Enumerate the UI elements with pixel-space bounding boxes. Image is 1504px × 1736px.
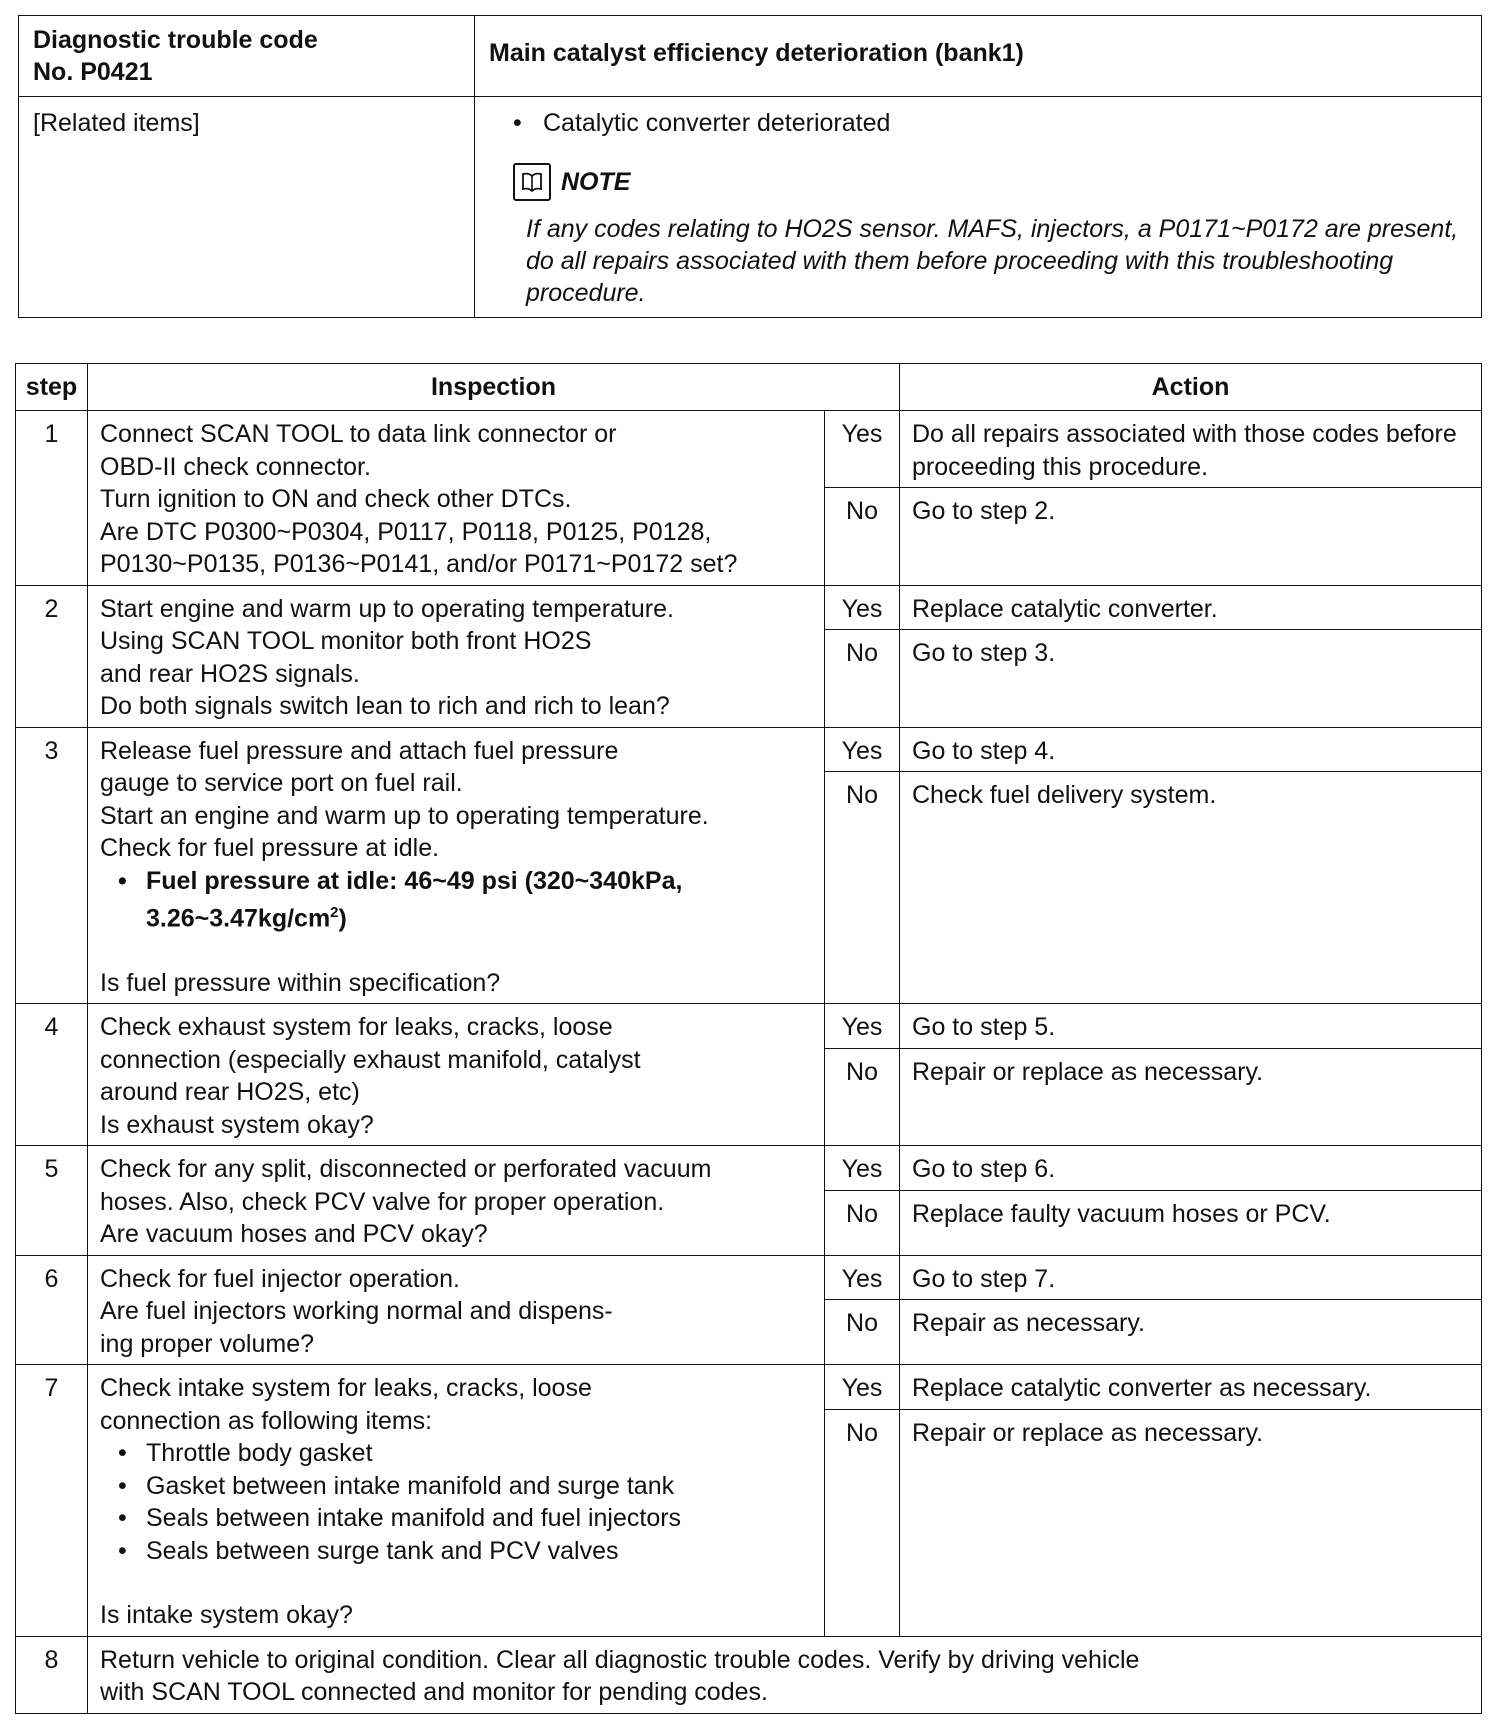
step-number: 8 — [16, 1636, 88, 1713]
related-items-content — [475, 97, 1482, 318]
yes-label: Yes — [825, 1146, 900, 1191]
intake-item-text: Seals between surge tank and PCV valves — [146, 1536, 619, 1565]
inspection-line: around rear HO2S, etc) — [100, 1078, 360, 1107]
step-6-yes-action: Go to step 7. — [900, 1255, 1482, 1300]
yes-label: Yes — [825, 1365, 900, 1410]
dtc-code: No. P0421 — [33, 58, 153, 86]
inspection-line: Are fuel injectors working normal and dispens- — [100, 1297, 613, 1326]
step-number: 7 — [16, 1365, 88, 1637]
step-number: 5 — [16, 1146, 88, 1256]
col-step-header: step — [16, 364, 88, 411]
bullet-icon: • — [118, 1536, 127, 1565]
intake-item — [118, 1437, 812, 1470]
step-3-no-action: Check fuel delivery system. — [900, 772, 1482, 1004]
inspection-line: Check for fuel pressure at idle. — [100, 834, 440, 862]
step-3-inspection — [88, 727, 825, 1004]
yes-label: Yes — [825, 1255, 900, 1300]
step-number: 3 — [16, 727, 88, 1004]
inspection-line: Using SCAN TOOL monitor both front HO2S — [100, 627, 592, 655]
related-item — [513, 107, 1467, 139]
step-3-yes-action: Go to step 4. — [900, 727, 1482, 772]
inspection-line: P0130~P0135, P0136~P0141, and/or P0171~P0172 set? — [100, 550, 738, 578]
no-label: No — [825, 1300, 900, 1365]
inspection-line: hoses. Also, check PCV valve for proper operation. — [100, 1187, 665, 1216]
inspection-line: ing proper volume? — [100, 1329, 315, 1358]
inspection-line: connection (especially exhaust manifold, catalyst — [100, 1045, 641, 1074]
inspection-line: Release fuel pressure and attach fuel pressure — [100, 736, 619, 765]
inspection-line: Return vehicle to original condition. Clear all diagnostic trouble codes. Verify by driving vehicle — [100, 1645, 1140, 1674]
bullet-icon: • — [513, 109, 522, 137]
step-number: 2 — [16, 585, 88, 727]
intake-item — [118, 1470, 812, 1503]
inspection-line: Are vacuum hoses and PCV okay? — [100, 1220, 488, 1249]
spec-close: ) — [338, 904, 347, 933]
inspection-question: Is intake system okay? — [100, 1601, 353, 1630]
dtc-label-line1: Diagnostic trouble code — [33, 26, 318, 54]
inspection-line: OBD-II check connector. — [100, 452, 371, 481]
step-4-no-action: Repair or replace as necessary. — [900, 1048, 1482, 1146]
table-header-row — [16, 364, 1482, 411]
step-6-inspection — [88, 1255, 825, 1365]
spec-line-1: Fuel pressure at idle: 46~49 psi (320~340kPa, — [146, 866, 683, 895]
step-1-no-action: Go to step 2. — [900, 488, 1482, 586]
inspection-line: Check exhaust system for leaks, cracks, loose — [100, 1013, 613, 1042]
procedure-table — [15, 363, 1482, 1714]
inspection-line: gauge to service port on fuel rail. — [100, 769, 463, 797]
dtc-title: Main catalyst efficiency deterioration (bank1) — [475, 16, 1482, 97]
step-1-inspection — [88, 411, 825, 586]
col-inspection-header: Inspection — [88, 364, 900, 411]
step-6-no-action: Repair as necessary. — [900, 1300, 1482, 1365]
inspection-question: Is fuel pressure within specification? — [100, 968, 501, 997]
step-4-row — [16, 1004, 1482, 1049]
inspection-line: Is exhaust system okay? — [100, 1110, 374, 1139]
step-3-row — [16, 727, 1482, 772]
dtc-header-table — [18, 15, 1482, 318]
yes-label: Yes — [825, 727, 900, 772]
dtc-label — [19, 16, 475, 97]
bullet-icon: • — [118, 866, 127, 895]
intake-item — [118, 1535, 812, 1568]
related-item-text: Catalytic converter deteriorated — [543, 109, 891, 137]
note-book-icon — [513, 163, 551, 201]
no-label: No — [825, 1190, 900, 1255]
step-number: 6 — [16, 1255, 88, 1365]
step-4-yes-action: Go to step 5. — [900, 1004, 1482, 1049]
yes-label: Yes — [825, 411, 900, 488]
inspection-line: Check for fuel injector operation. — [100, 1264, 460, 1293]
spec-line-2: 3.26~3.47kg/cm — [146, 904, 331, 933]
intake-item — [118, 1502, 812, 1535]
step-7-inspection — [88, 1365, 825, 1637]
inspection-line: Do both signals switch lean to rich and rich to lean? — [100, 692, 670, 720]
step-4-inspection — [88, 1004, 825, 1146]
inspection-line: Start engine and warm up to operating temperature. — [100, 594, 674, 623]
step-2-inspection — [88, 585, 825, 727]
yes-label: Yes — [825, 1004, 900, 1049]
no-label: No — [825, 1048, 900, 1146]
inspection-line: Check intake system for leaks, cracks, loose — [100, 1374, 592, 1403]
step-6-row — [16, 1255, 1482, 1300]
step-5-yes-action: Go to step 6. — [900, 1146, 1482, 1191]
no-label: No — [825, 488, 900, 586]
inspection-line: connection as following items: — [100, 1406, 433, 1435]
fuel-pressure-spec — [118, 865, 812, 935]
related-items-label: [Related items] — [19, 97, 475, 318]
col-action-header: Action — [900, 364, 1482, 411]
step-7-no-action: Repair or replace as necessary. — [900, 1409, 1482, 1636]
step-8-row — [16, 1636, 1482, 1713]
step-7-row — [16, 1365, 1482, 1410]
intake-item-text: Seals between intake manifold and fuel injectors — [146, 1504, 682, 1533]
step-2-no-action: Go to step 3. — [900, 630, 1482, 728]
inspection-line: Are DTC P0300~P0304, P0117, P0118, P0125, P0128, — [100, 517, 712, 546]
note-text: If any codes relating to HO2S sensor. MAFS, injectors, a P0171~P0172 are present, do all repairs associated with them before proceeding with this troubleshooting procedure. — [526, 215, 1459, 307]
bullet-icon: • — [118, 1471, 127, 1500]
bullet-icon: • — [118, 1504, 127, 1533]
bullet-icon: • — [118, 1439, 127, 1468]
step-5-inspection — [88, 1146, 825, 1256]
inspection-line: with SCAN TOOL connected and monitor for pending codes. — [100, 1678, 768, 1707]
step-7-yes-action: Replace catalytic converter as necessary. — [900, 1365, 1482, 1410]
note-heading — [513, 163, 1467, 201]
inspection-line: Start an engine and warm up to operating temperature. — [100, 801, 709, 830]
inspection-line: Connect SCAN TOOL to data link connector or — [100, 420, 617, 448]
step-8-inspection — [88, 1636, 1482, 1713]
intake-item-text: Gasket between intake manifold and surge tank — [146, 1471, 675, 1500]
inspection-line: Turn ignition to ON and check other DTCs. — [100, 485, 572, 513]
spec-text — [146, 865, 682, 935]
spec-superscript: 2 — [330, 904, 339, 921]
step-2-yes-action: Replace catalytic converter. — [900, 585, 1482, 630]
step-number: 1 — [16, 411, 88, 586]
note-title: NOTE — [561, 168, 631, 196]
step-2-row — [16, 585, 1482, 630]
step-5-row — [16, 1146, 1482, 1191]
no-label: No — [825, 772, 900, 1004]
step-5-no-action: Replace faulty vacuum hoses or PCV. — [900, 1190, 1482, 1255]
step-1-yes-action: Do all repairs associated with those codes before proceeding this procedure. — [900, 411, 1482, 488]
inspection-line: Check for any split, disconnected or perforated vacuum — [100, 1155, 712, 1184]
no-label: No — [825, 1409, 900, 1636]
step-number: 4 — [16, 1004, 88, 1146]
intake-item-text: Throttle body gasket — [146, 1439, 373, 1468]
no-label: No — [825, 630, 900, 728]
inspection-line: and rear HO2S signals. — [100, 659, 360, 688]
step-1-row — [16, 411, 1482, 488]
yes-label: Yes — [825, 585, 900, 630]
